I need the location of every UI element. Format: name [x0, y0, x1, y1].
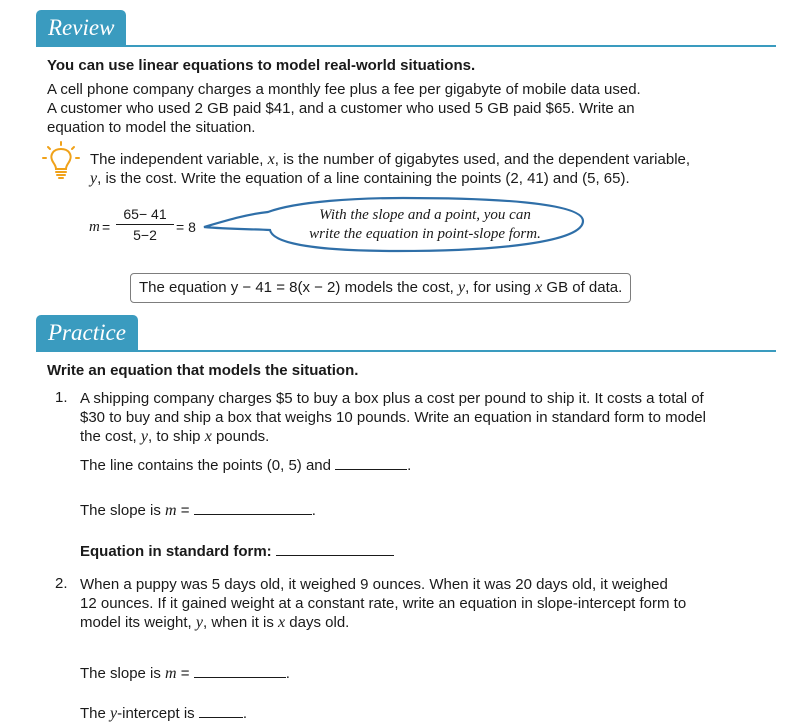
practice-heading: Write an equation that models the situation.: [47, 362, 359, 379]
practice-rule: [36, 350, 776, 352]
q1-number: 1.: [55, 389, 68, 406]
q1-point-blank[interactable]: [335, 455, 407, 470]
answer-box: The equation y − 41 = 8(x − 2) models the cost, y, for using x GB of data.: [130, 273, 631, 303]
q1-standard-blank[interactable]: [276, 541, 394, 556]
slope-numerator: 65− 41: [123, 206, 167, 222]
q1-slope-line: The slope is m = .: [80, 502, 316, 519]
slope-result: = 8: [176, 219, 196, 235]
review-tab: Review: [36, 10, 126, 45]
review-rule: [36, 45, 776, 47]
q2-intercept-line: The y-intercept is .: [80, 705, 247, 722]
q2-text: When a puppy was 5 days old, it weighed 9 ounces. When it was 20 days old, it weighed 12 ounces. If it gained weight at a constant rate, write an equation in slope-intercept form to model its weight, y, when it is x days old.: [80, 576, 687, 631]
q2-intercept-blank[interactable]: [199, 703, 243, 718]
problem-line-2: A customer who used 2 GB paid $41, and a customer who used 5 GB paid $65. Write an: [47, 100, 635, 117]
problem-line-3: equation to model the situation.: [47, 119, 256, 136]
review-heading: You can use linear equations to model real-world situations.: [47, 57, 476, 74]
q1-points-line: The line contains the points (0, 5) and .: [80, 457, 412, 474]
q2-number: 2.: [55, 575, 68, 592]
slope-denominator: 5−2: [133, 227, 157, 243]
lightbulb-icon: [42, 140, 80, 182]
slope-equals: =: [102, 219, 111, 235]
answer-equation: y − 41 = 8(x − 2): [230, 279, 341, 296]
q1-standard-line: Equation in standard form:: [80, 541, 394, 561]
review-hint: The independent variable, x, is the number of gigabytes used, and the dependent variable, y, is the cost. Write the equation of a line containing the points (2, 41) and (5, 65).: [90, 151, 691, 187]
q1-text: A shipping company charges $5 to buy a box plus a cost per pound to ship it. It costs a total of $30 to buy and ship a box that weighs 10 pounds. Write an equation in standard form to model the cost, y, to ship x pounds.: [80, 390, 706, 445]
q1-slope-blank[interactable]: [194, 500, 312, 515]
q2-slope-line: The slope is m = .: [80, 665, 290, 682]
review-problem: [47, 80, 641, 137]
slope-m: m: [89, 219, 100, 235]
problem-line-1: A cell phone company charges a monthly fee plus a fee per gigabyte of mobile data used.: [47, 81, 641, 98]
slope-fraction: [116, 206, 174, 243]
bubble-text: With the slope and a point, you can write the equation in point-slope form.: [309, 207, 541, 242]
practice-tab: Practice: [36, 315, 138, 350]
q2-slope-blank[interactable]: [194, 663, 286, 678]
